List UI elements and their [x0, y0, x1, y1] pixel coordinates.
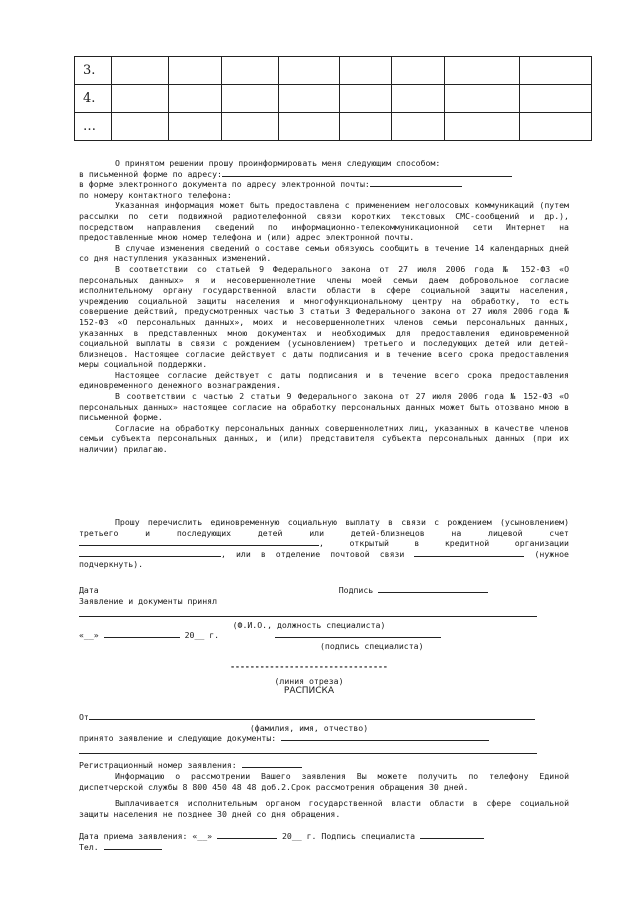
- table-cell[interactable]: [169, 57, 222, 85]
- documents-field[interactable]: [281, 733, 489, 741]
- table-cell[interactable]: [112, 85, 169, 113]
- receipt-month-field[interactable]: [217, 831, 277, 839]
- accepted-label: Заявление и документы принял: [79, 595, 218, 606]
- bank-field[interactable]: [79, 549, 221, 557]
- table-cell[interactable]: [112, 113, 169, 141]
- documents-field-2[interactable]: [79, 746, 537, 754]
- table-cell[interactable]: [520, 85, 592, 113]
- receipt-info: Информацию о рассмотрении Вашего заявления Вы можете получить по телефону Единой диспетчерской службы 8 800 450 48 48 доб.2.Срок рассмотрения обращения 30 дней.: [79, 770, 569, 792]
- cut-line-section: [79, 661, 539, 697]
- regnum-label: Регистрационный номер заявления:: [79, 760, 237, 771]
- applicant-name-field[interactable]: [89, 712, 535, 720]
- revoke-paragraph: В соответствии с частью 2 статьи 9 Федерального закона от 27 июля 2006 года № 152-ФЗ «О персональных данных» настоящее согласие на обработку персональных данных может быть отозвано мною в письменной форме.: [79, 391, 569, 423]
- table-cell[interactable]: [279, 113, 340, 141]
- receipt-title: РАСПИСКА: [283, 686, 335, 697]
- mail-address-field[interactable]: [222, 169, 512, 177]
- table-cell[interactable]: [279, 85, 340, 113]
- date-year: 20__ г.: [184, 630, 220, 641]
- tel-field[interactable]: [104, 842, 162, 850]
- table-cell[interactable]: [445, 85, 520, 113]
- table-cell[interactable]: [222, 57, 279, 85]
- fio-position-caption: (Ф.И.О., должность специалиста): [232, 619, 386, 630]
- payment-text-1: Прошу перечислить единовременную социальную выплату в связи с рождением (усыновлением) третьего и последующих детей или детей-близнецов на лицевой счет: [79, 517, 569, 538]
- table-row: [75, 85, 592, 113]
- date-label: Дата: [79, 585, 99, 595]
- account-field[interactable]: [79, 538, 319, 546]
- regnum-field[interactable]: [242, 760, 302, 768]
- adult-paragraph: Согласие на обработку персональных данных совершеннолетних лиц, указанных в качестве членов семьи субъекта персональных данных, и (или) представителя субъекта персональных данных (при их наличии) прилагаю.: [79, 422, 569, 455]
- notify-intro: О принятом решении прошу проинформировать меня следующим способом:: [115, 158, 441, 168]
- cut-line: --------------------------------: [230, 661, 388, 671]
- table-cell[interactable]: [169, 85, 222, 113]
- receipt-date-label: Дата приема заявления: «__»: [79, 831, 213, 842]
- receipt-year-sign: 20__ г. Подпись специалиста: [281, 831, 416, 842]
- payment-text-3: , или в отделение почтовой связи: [221, 548, 405, 559]
- change-paragraph: В случае изменения сведений о составе семьи обязуюсь сообщить в течение 14 календарных дней со дня наступления указанных изменений.: [79, 242, 569, 264]
- receipt-pay: Выплачивается исполнительным органом государственной власти области в сфере социальной защиты населения не позднее 30 дней со дня обращения.: [79, 798, 569, 819]
- table-cell[interactable]: [279, 57, 340, 85]
- table-cell[interactable]: [392, 57, 445, 85]
- receipt-signature-field[interactable]: [420, 831, 484, 839]
- payment-paragraph: [79, 517, 569, 570]
- email-field[interactable]: [370, 179, 462, 187]
- table-cell[interactable]: [112, 57, 169, 85]
- date-month-field[interactable]: [104, 630, 180, 638]
- phone-label: по номеру контактного телефона:: [79, 189, 232, 200]
- specialist-signature-field[interactable]: [275, 630, 441, 638]
- payment-text-2: , открытый в кредитной организации: [319, 538, 569, 549]
- applicant-name-caption: (фамилия, имя, отчество): [249, 722, 369, 733]
- table-row: [75, 57, 592, 85]
- tel-label: Тел.: [79, 841, 99, 852]
- table-cell[interactable]: [340, 113, 392, 141]
- payment-section: [79, 517, 569, 570]
- from-label: От: [79, 712, 89, 722]
- table-cell[interactable]: [392, 113, 445, 141]
- receipt-section: [79, 712, 569, 853]
- row-number: 3.: [75, 57, 112, 85]
- table-cell[interactable]: [520, 57, 592, 85]
- specialist-signature-caption: (подпись специалиста): [320, 640, 424, 651]
- valid-paragraph: Настоящее согласие действует с даты подписания и в течение всего срока предоставления единовременного денежного вознаграждения.: [79, 369, 569, 391]
- row-number: …: [75, 113, 112, 141]
- docs-label: принято заявление и следующие документы:: [79, 733, 277, 744]
- table-cell[interactable]: [222, 85, 279, 113]
- table-cell[interactable]: [340, 85, 392, 113]
- info-paragraph: Указанная информация может быть предоставлена с применением неголосовых коммуникаций (путем рассылки по сети подвижной радиотелефонной связи коротких текстовых СМС-сообщений и др.), посредством направления сведений по информационно-телекоммуникационной сети Интернет на предоставленные мною номер телефона и (или) адрес электронной почты.: [79, 200, 569, 243]
- date-day: «__»: [79, 630, 99, 641]
- consent-paragraph: В соответствии со статьей 9 Федерального закона от 27 июля 2006 года № 152-ФЗ «О персональных данных» я и несовершеннолетние члены моей семьи даем добровольное согласие исполнительному органу государственной власти области в сфере социальной защиты населения, учреждению социальной защиты населения и многофункциональному центру на обработку, то есть совершение действий, предусмотренных частью 3 статьи 3 Федерального закона от 27 июля 2006 года № 152-ФЗ «О персональных данных», моих и несовершеннолетних членов семьи персональных данных, указанных в представленных мною документах и необходимых для предоставления единовременной социальной выплаты в связи с рождением (усыновлением) третьего и последующих детей или детей-близнецов. Настоящее согласие действует с даты подписания и в течение всего срока предоставления меры социальной поддержки.: [79, 263, 569, 370]
- table-cell[interactable]: [222, 113, 279, 141]
- payment-text-4: (нужное подчеркнуть).: [79, 548, 569, 570]
- specialist-field[interactable]: [79, 609, 537, 617]
- table-cell[interactable]: [445, 57, 520, 85]
- family-table: [74, 56, 592, 141]
- post-office-field[interactable]: [414, 549, 524, 557]
- email-label: в форме электронного документа по адресу электронной почты:: [79, 179, 370, 190]
- notification-section: [79, 158, 569, 455]
- signature-field[interactable]: [378, 585, 488, 593]
- signature-label: Подпись: [338, 585, 374, 595]
- mail-label: в письменной форме по адресу:: [79, 168, 222, 179]
- table-row: [75, 113, 592, 141]
- row-number: 4.: [75, 85, 112, 113]
- signature-section: [79, 585, 569, 652]
- table-cell[interactable]: [340, 57, 392, 85]
- table-cell[interactable]: [445, 113, 520, 141]
- table-cell[interactable]: [169, 113, 222, 141]
- table-cell[interactable]: [520, 113, 592, 141]
- cut-line-caption: (линия отреза): [274, 675, 344, 686]
- table-cell[interactable]: [392, 85, 445, 113]
